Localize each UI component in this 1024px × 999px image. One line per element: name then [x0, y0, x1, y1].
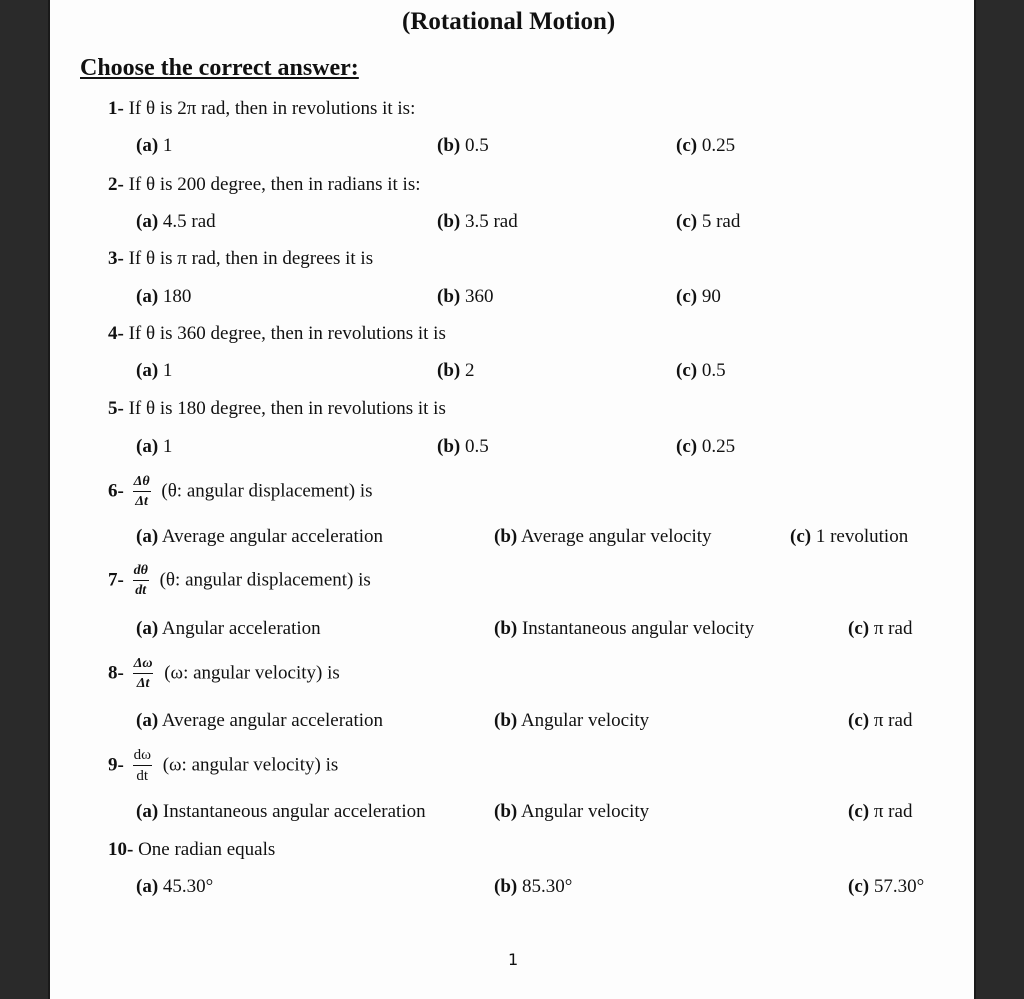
question-number: 3-: [108, 248, 124, 269]
option-text: Instantaneous angular velocity: [521, 618, 755, 639]
option-text: 57.30°: [873, 876, 925, 897]
option-text: 360: [464, 286, 494, 307]
q4-option-b[interactable]: [437, 360, 474, 382]
fraction-denominator: dt: [136, 768, 149, 785]
question-text: (θ: angular displacement) is: [161, 480, 373, 502]
fraction-d-theta-over-dt: [133, 563, 149, 599]
q1-option-c[interactable]: [676, 135, 735, 157]
question-9: [108, 747, 338, 786]
option-label: (a): [136, 135, 159, 156]
q8-option-c[interactable]: [848, 710, 912, 732]
q8-option-a[interactable]: [136, 710, 383, 732]
option-label: (c): [848, 710, 870, 731]
q3-option-a[interactable]: [136, 286, 191, 308]
q10-option-c[interactable]: [848, 876, 924, 898]
fraction-d-omega-over-dt: [133, 747, 152, 786]
option-label: (c): [848, 618, 870, 639]
question-number: 1-: [108, 98, 124, 119]
question-text: If θ is π rad, then in degrees it is: [128, 248, 374, 269]
q5-option-b[interactable]: [437, 436, 489, 458]
question-4: [108, 323, 446, 345]
question-6: [108, 474, 373, 510]
option-text: 4.5 rad: [162, 211, 216, 232]
option-label: (b): [437, 211, 461, 232]
option-text: 1: [162, 135, 173, 156]
fraction-denominator: Δt: [136, 676, 150, 692]
option-label: (b): [494, 801, 518, 822]
fraction-delta-omega-over-delta-t: [133, 656, 154, 692]
option-text: 1 revolution: [815, 526, 909, 547]
question-2: [108, 174, 421, 196]
option-label: (b): [494, 526, 518, 547]
question-text: One radian equals: [138, 839, 276, 860]
q1-option-b[interactable]: [437, 135, 489, 157]
q8-option-b[interactable]: [494, 710, 649, 732]
option-text: 3.5 rad: [464, 211, 518, 232]
option-label: (b): [494, 618, 518, 639]
option-label: (a): [136, 286, 159, 307]
option-text: Instantaneous angular acceleration: [162, 801, 426, 822]
option-label: (a): [136, 801, 159, 822]
question-3: [108, 248, 373, 270]
option-label: (a): [136, 211, 159, 232]
question-text: If θ is 180 degree, then in revolutions it is: [128, 398, 446, 419]
option-label: (c): [676, 360, 698, 381]
q7-option-c[interactable]: [848, 618, 912, 640]
option-text: 0.5: [464, 436, 489, 457]
question-text: If θ is 200 degree, then in radians it is:: [128, 174, 421, 195]
fraction-numerator: dω: [133, 747, 152, 766]
question-text: (θ: angular displacement) is: [159, 569, 371, 591]
page-title: (Rotational Motion): [402, 8, 616, 35]
option-text: 0.5: [701, 360, 726, 381]
q2-option-b[interactable]: [437, 211, 518, 233]
question-1: [108, 98, 415, 120]
option-text: Angular velocity: [520, 710, 650, 731]
option-label: (c): [848, 876, 870, 897]
q1-option-a[interactable]: [136, 135, 172, 157]
option-text: π rad: [873, 801, 913, 822]
fraction-numerator: Δθ: [133, 474, 151, 492]
q2-option-a[interactable]: [136, 211, 216, 233]
question-number: 6-: [108, 480, 124, 502]
option-text: 0.5: [464, 135, 489, 156]
q6-option-a[interactable]: [136, 526, 383, 548]
option-label: (b): [437, 286, 461, 307]
question-text: If θ is 2π rad, then in revolutions it is:: [128, 98, 416, 119]
q10-option-b[interactable]: [494, 876, 572, 898]
q4-option-a[interactable]: [136, 360, 172, 382]
question-text: If θ is 360 degree, then in revolutions it is: [128, 323, 446, 344]
option-label: (c): [676, 286, 698, 307]
option-text: 1: [162, 360, 173, 381]
option-label: (c): [676, 135, 698, 156]
fraction-numerator: dθ: [133, 563, 149, 581]
q6-option-c[interactable]: [790, 526, 908, 548]
option-label: (b): [437, 436, 461, 457]
option-text: 85.30°: [521, 876, 573, 897]
option-text: π rad: [873, 710, 913, 731]
q7-option-b[interactable]: [494, 618, 754, 640]
q2-option-c[interactable]: [676, 211, 740, 233]
question-7: [108, 563, 371, 599]
option-label: (b): [494, 876, 518, 897]
q6-option-b[interactable]: [494, 526, 712, 548]
question-text: (ω: angular velocity) is: [162, 754, 339, 776]
q9-option-b[interactable]: [494, 801, 649, 823]
option-text: Angular acceleration: [161, 618, 321, 639]
option-label: (a): [136, 876, 159, 897]
option-text: 90: [701, 286, 721, 307]
fraction-denominator: dt: [135, 583, 147, 599]
option-text: 45.30°: [162, 876, 214, 897]
option-label: (b): [437, 360, 461, 381]
question-10: [108, 839, 275, 861]
q7-option-a[interactable]: [136, 618, 321, 640]
option-text: Average angular acceleration: [161, 710, 384, 731]
option-label: (a): [136, 436, 159, 457]
option-label: (b): [494, 710, 518, 731]
option-label: (b): [437, 135, 461, 156]
question-8: [108, 656, 340, 692]
instruction-heading: Choose the correct answer:: [80, 55, 359, 81]
option-text: Angular velocity: [520, 801, 650, 822]
option-text: π rad: [873, 618, 913, 639]
question-number: 7-: [108, 569, 124, 591]
q5-option-a[interactable]: [136, 436, 172, 458]
option-text: 1: [162, 436, 173, 457]
option-text: 0.25: [701, 135, 736, 156]
option-text: Average angular acceleration: [161, 526, 384, 547]
option-label: (c): [676, 436, 698, 457]
option-label: (a): [136, 618, 159, 639]
option-label: (c): [676, 211, 698, 232]
q9-option-c[interactable]: [848, 801, 912, 823]
option-text: 2: [464, 360, 475, 381]
fraction-numerator: Δω: [133, 656, 154, 674]
q3-option-b[interactable]: [437, 286, 493, 308]
q4-option-c[interactable]: [676, 360, 726, 382]
question-number: 5-: [108, 398, 124, 419]
question-number: 4-: [108, 323, 124, 344]
option-text: Average angular velocity: [520, 526, 712, 547]
option-label: (a): [136, 360, 159, 381]
page-number: 1: [508, 950, 519, 969]
option-text: 5 rad: [701, 211, 741, 232]
option-label: (c): [848, 801, 870, 822]
q3-option-c[interactable]: [676, 286, 721, 308]
option-text: 180: [162, 286, 192, 307]
q5-option-c[interactable]: [676, 436, 735, 458]
option-label: (c): [790, 526, 812, 547]
question-number: 2-: [108, 174, 124, 195]
fraction-denominator: Δt: [135, 494, 148, 510]
question-number: 10-: [108, 839, 134, 860]
fraction-delta-theta-over-delta-t: [133, 474, 151, 510]
question-text: (ω: angular velocity) is: [164, 662, 340, 684]
question-number: 8-: [108, 662, 124, 684]
question-number: 9-: [108, 754, 124, 776]
q10-option-a[interactable]: [136, 876, 213, 898]
option-label: (a): [136, 710, 159, 731]
q9-option-a[interactable]: [136, 801, 426, 823]
question-5: [108, 398, 446, 420]
worksheet-page: [48, 0, 976, 999]
option-text: 0.25: [701, 436, 736, 457]
option-label: (a): [136, 526, 159, 547]
